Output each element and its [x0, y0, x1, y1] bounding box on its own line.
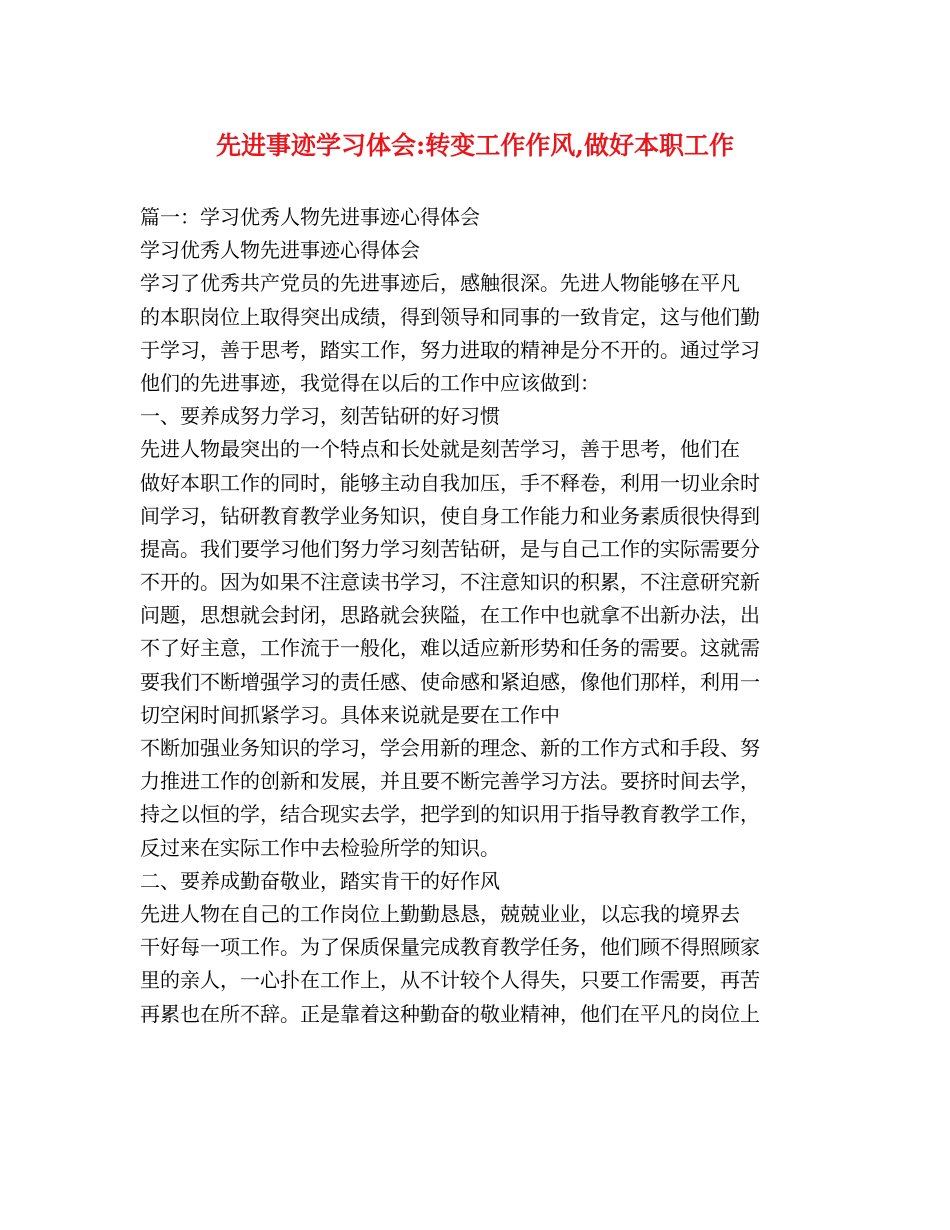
- body-line: 持之以恒的学，结合现实去学，把学到的知识用于指导教育教学工作，: [140, 802, 760, 827]
- body-line: 于学习，善于思考，踏实工作，努力进取的精神是分不开的。通过学习: [140, 337, 760, 362]
- body-line: 一、要养成努力学习，刻苦钻研的好习惯: [140, 404, 500, 429]
- body-line: 要我们不断增强学习的责任感、使命感和紧迫感，像他们那样，利用一: [140, 669, 760, 694]
- body-line: 提高。我们要学习他们努力学习刻苦钻研，是与自己工作的实际需要分: [140, 536, 760, 561]
- body-line: 切空闲时间抓紧学习。具体来说就是要在工作中: [140, 702, 560, 727]
- document-body: [140, 201, 815, 1031]
- body-line: 问题，思想就会封闭，思路就会狭隘，在工作中也就拿不出新办法，出: [140, 603, 760, 628]
- document-title: 先进事迹学习体会:转变工作作风,做好本职工作: [216, 131, 734, 160]
- body-line: 先进人物在自己的工作岗位上勤勤恳恳，兢兢业业，以忘我的境界去: [140, 901, 740, 926]
- body-line: 学习了优秀共产党员的先进事迹后，感触很深。先进人物能够在平凡: [140, 271, 740, 296]
- body-line: 力推进工作的创新和发展，并且要不断完善学习方法。要挤时间去学，: [140, 769, 760, 794]
- body-line: 间学习，钻研教育教学业务知识，使自身工作能力和业务素质很快得到: [140, 503, 760, 528]
- body-line: 不开的。因为如果不注意读书学习，不注意知识的积累，不注意研究新: [140, 570, 760, 595]
- body-line: 干好每一项工作。为了保质保量完成教育教学任务，他们顾不得照顾家: [140, 935, 760, 960]
- body-line: 学习优秀人物先进事迹心得体会: [140, 238, 420, 263]
- body-line: 他们的先进事迹，我觉得在以后的工作中应该做到：: [140, 370, 600, 395]
- body-line: 做好本职工作的同时，能够主动自我加压，手不释卷，利用一切业余时: [140, 470, 760, 495]
- body-line: 不了好主意，工作流于一般化，难以适应新形势和任务的需要。这就需: [140, 636, 760, 661]
- body-line: 再累也在所不辞。正是靠着这种勤奋的敬业精神，他们在平凡的岗位上: [140, 1001, 760, 1026]
- body-line: 反过来在实际工作中去检验所学的知识。: [140, 835, 500, 860]
- body-line: 篇一：学习优秀人物先进事迹心得体会: [140, 205, 480, 229]
- body-line: 里的亲人，一心扑在工作上，从不计较个人得失，只要工作需要，再苦: [140, 968, 760, 993]
- body-line: 二、要养成勤奋敬业，踏实肯干的好作风: [140, 868, 500, 893]
- body-line: 先进人物最突出的一个特点和长处就是刻苦学习，善于思考，他们在: [140, 437, 740, 462]
- body-line: 不断加强业务知识的学习，学会用新的理念、新的工作方式和手段、努: [140, 736, 760, 760]
- body-line: 的本职岗位上取得突出成绩，得到领导和同事的一致肯定，这与他们勤: [140, 304, 760, 329]
